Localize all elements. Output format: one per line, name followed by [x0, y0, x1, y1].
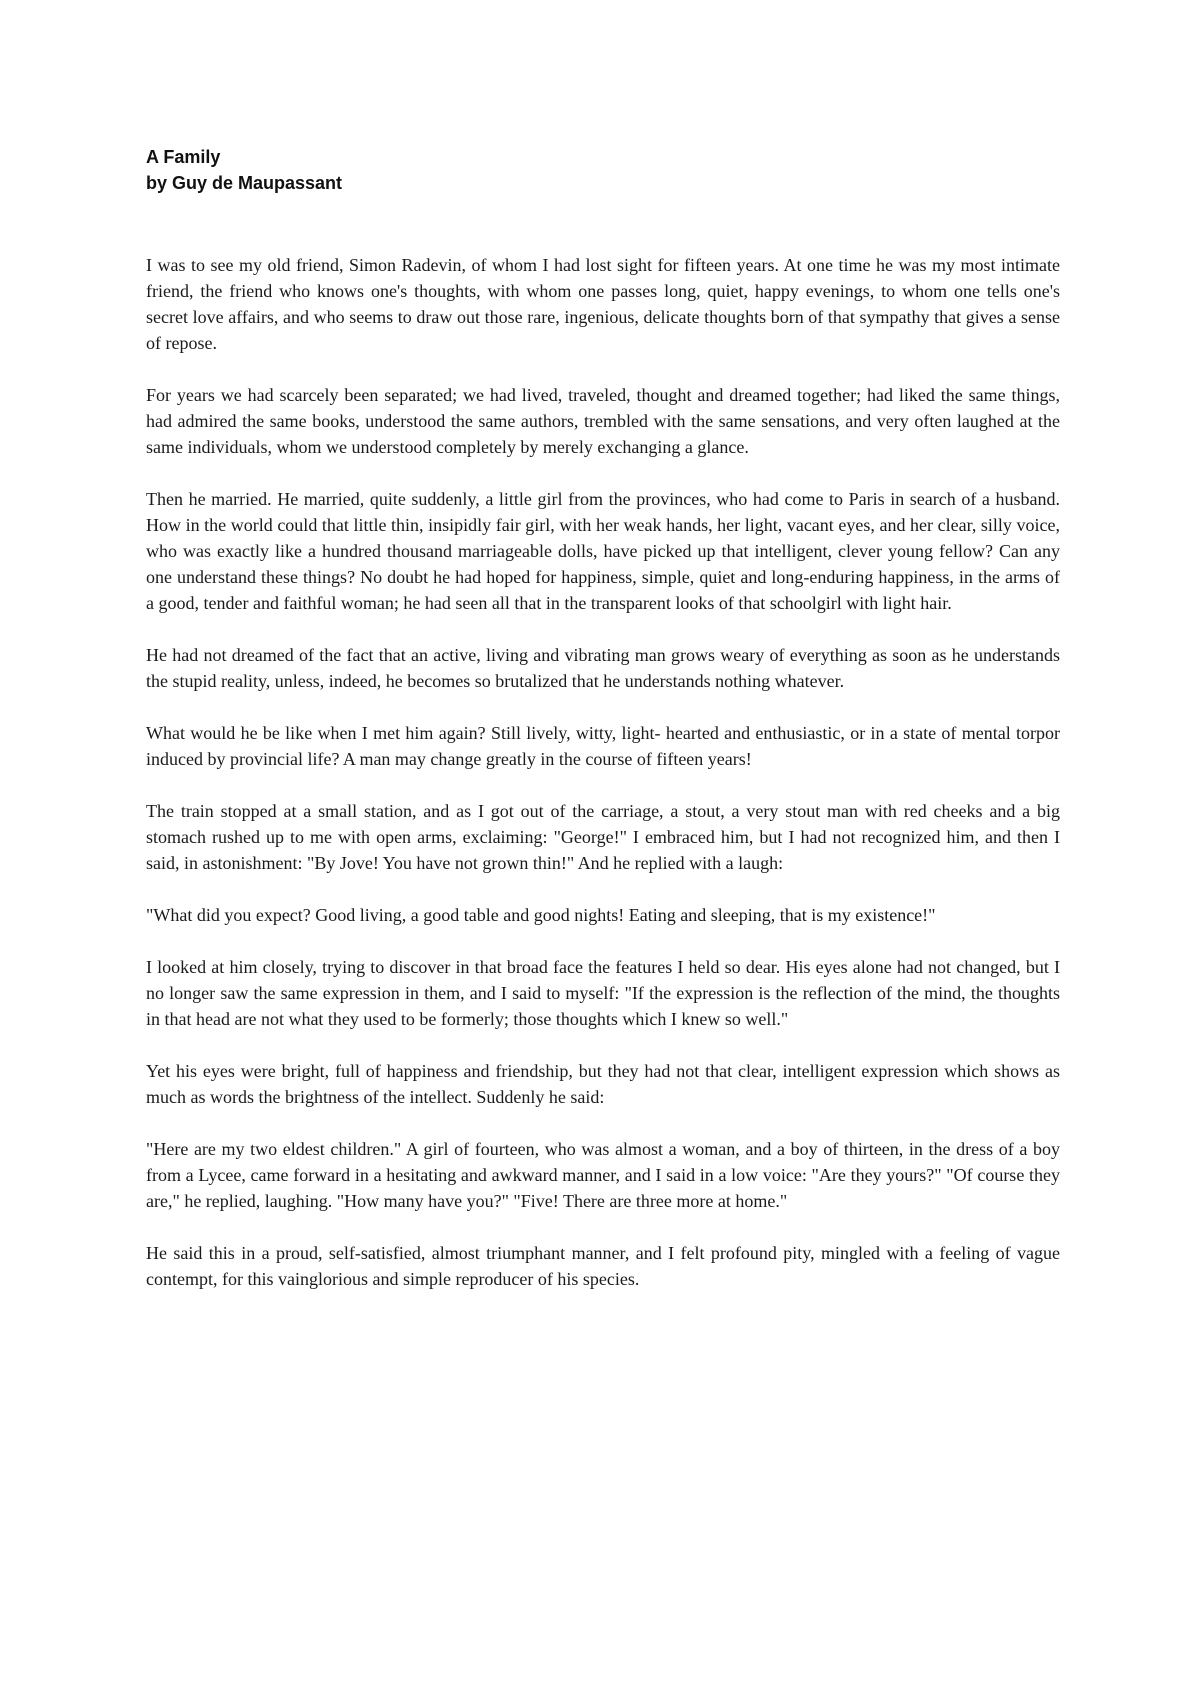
- paragraph-11: He said this in a proud, self-satisfied, almost triumphant manner, and I felt profound pity, mingled with a feeling of vague contempt, for this vainglorious and simple reproducer of his species.: [146, 1243, 1060, 1289]
- paragraph-10: "Here are my two eldest children." A girl of fourteen, who was almost a woman, and a boy of thirteen, in the dress of a boy from a Lycee, came forward in a hesitating and awkward manner, and I said in a low voice: "Are they yours?" "Of course they are," he replied, laughing. "How many have you?" "Five! There are three more at home.": [146, 1139, 1060, 1211]
- paragraph-9: Yet his eyes were bright, full of happiness and friendship, but they had not that clear, intelligent expression which shows as much as words the brightness of the intellect. Suddenly he said:: [146, 1061, 1060, 1107]
- document-page: [146, 144, 1060, 1318]
- document-body: [146, 252, 1060, 1292]
- title-block: [146, 144, 1060, 196]
- document-byline: by Guy de Maupassant: [146, 173, 343, 193]
- paragraph-8: I looked at him closely, trying to discover in that broad face the features I held so dear. His eyes alone had not changed, but I no longer saw the same expression in them, and I said to myself: "If the expression is the reflection of the mind, the thoughts in that head are not what they used to be formerly; those thoughts which I knew so well.": [146, 957, 1060, 1029]
- paragraph-1: I was to see my old friend, Simon Radevin, of whom I had lost sight for fifteen years. At one time he was my most intimate friend, the friend who knows one's thoughts, with whom one passes long, quiet, happy evenings, to whom one tells one's secret love affairs, and who seems to draw out those rare, ingenious, delicate thoughts born of that sympathy that gives a sense of repose.: [146, 255, 1060, 353]
- paragraph-6: The train stopped at a small station, and as I got out of the carriage, a stout, a very stout man with red cheeks and a big stomach rushed up to me with open arms, exclaiming: "George!" I embraced him, but I had not recognized him, and then I said, in astonishment: "By Jove! You have not grown thin!" And he replied with a laugh:: [146, 801, 1060, 873]
- paragraph-7: "What did you expect? Good living, a good table and good nights! Eating and sleeping, that is my existence!": [146, 905, 936, 925]
- paragraph-2: For years we had scarcely been separated; we had lived, traveled, thought and dreamed together; had liked the same things, had admired the same books, understood the same authors, trembled with the same sensations, and very often laughed at the same individuals, whom we understood completely by merely exchanging a glance.: [146, 385, 1060, 457]
- document-title: A Family: [146, 147, 221, 167]
- paragraph-3: Then he married. He married, quite suddenly, a little girl from the provinces, who had come to Paris in search of a husband. How in the world could that little thin, insipidly fair girl, with her weak hands, her light, vacant eyes, and her clear, silly voice, who was exactly like a hundred thousand marriageable dolls, have picked up that intelligent, clever young fellow? Can any one understand these things? No doubt he had hoped for happiness, simple, quiet and long-enduring happiness, in the arms of a good, tender and faithful woman; he had seen all that in the transparent looks of that schoolgirl with light hair.: [146, 489, 1060, 613]
- paragraph-4: He had not dreamed of the fact that an active, living and vibrating man grows weary of everything as soon as he understands the stupid reality, unless, indeed, he becomes so brutalized that he understands nothing whatever.: [146, 645, 1060, 691]
- paragraph-5: What would he be like when I met him again? Still lively, witty, light- hearted and enthusiastic, or in a state of mental torpor induced by provincial life? A man may change greatly in the course of fifteen years!: [146, 723, 1060, 769]
